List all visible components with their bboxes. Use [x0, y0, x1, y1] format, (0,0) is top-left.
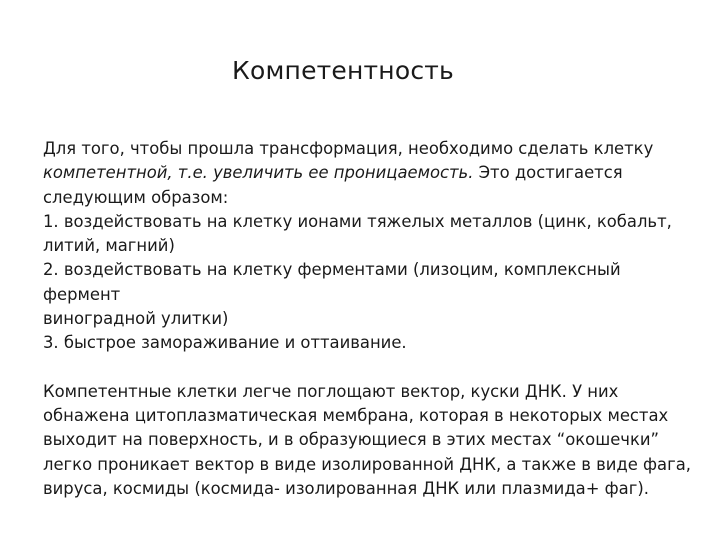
list-item-2-cont: фермент	[43, 284, 121, 304]
list-item-1-cont: литий, магний)	[43, 236, 175, 256]
text-line: вируса, космиды (космида- изолированная ДНК или плазмида+ фаг).	[43, 478, 649, 498]
slide-title: Компетентность	[232, 56, 454, 85]
list-item-1: 1. воздействовать на клетку ионами тяжелых металлов (цинк, кобальт,	[43, 211, 672, 231]
text-line: следующим образом:	[43, 187, 229, 207]
paragraph-competent-cells	[43, 380, 691, 501]
list-item-2: 2. воздействовать на клетку ферментами (лизоцим, комплексный	[43, 260, 621, 280]
paragraph-gap	[43, 356, 683, 380]
italic-definition: компетентной, т.е. увеличить ее проницаемость.	[43, 163, 474, 183]
list-item-3: 3. быстрое замораживание и оттаивание.	[43, 333, 407, 353]
text-line: Компетентные клетки легче поглощают вектор, куски ДНК. У них	[43, 381, 619, 401]
text-line: легко проникает вектор в виде изолированной ДНК, а также в виде фага,	[43, 454, 691, 474]
text-fragment: Это достигается	[473, 163, 623, 183]
slide-body	[43, 137, 691, 501]
text-line: обнажена цитоплазматическая мембрана, которая в некоторых местах	[43, 405, 669, 425]
list-item-2-cont: виноградной улитки)	[43, 309, 229, 329]
text-line: выходит на поверхность, и в образующиеся в этих местах “окошечки”	[43, 430, 660, 450]
paragraph-transformation	[43, 137, 683, 356]
text-line: Для того, чтобы прошла трансформация, необходимо сделать клетку	[43, 139, 654, 158]
text-line	[43, 161, 683, 185]
